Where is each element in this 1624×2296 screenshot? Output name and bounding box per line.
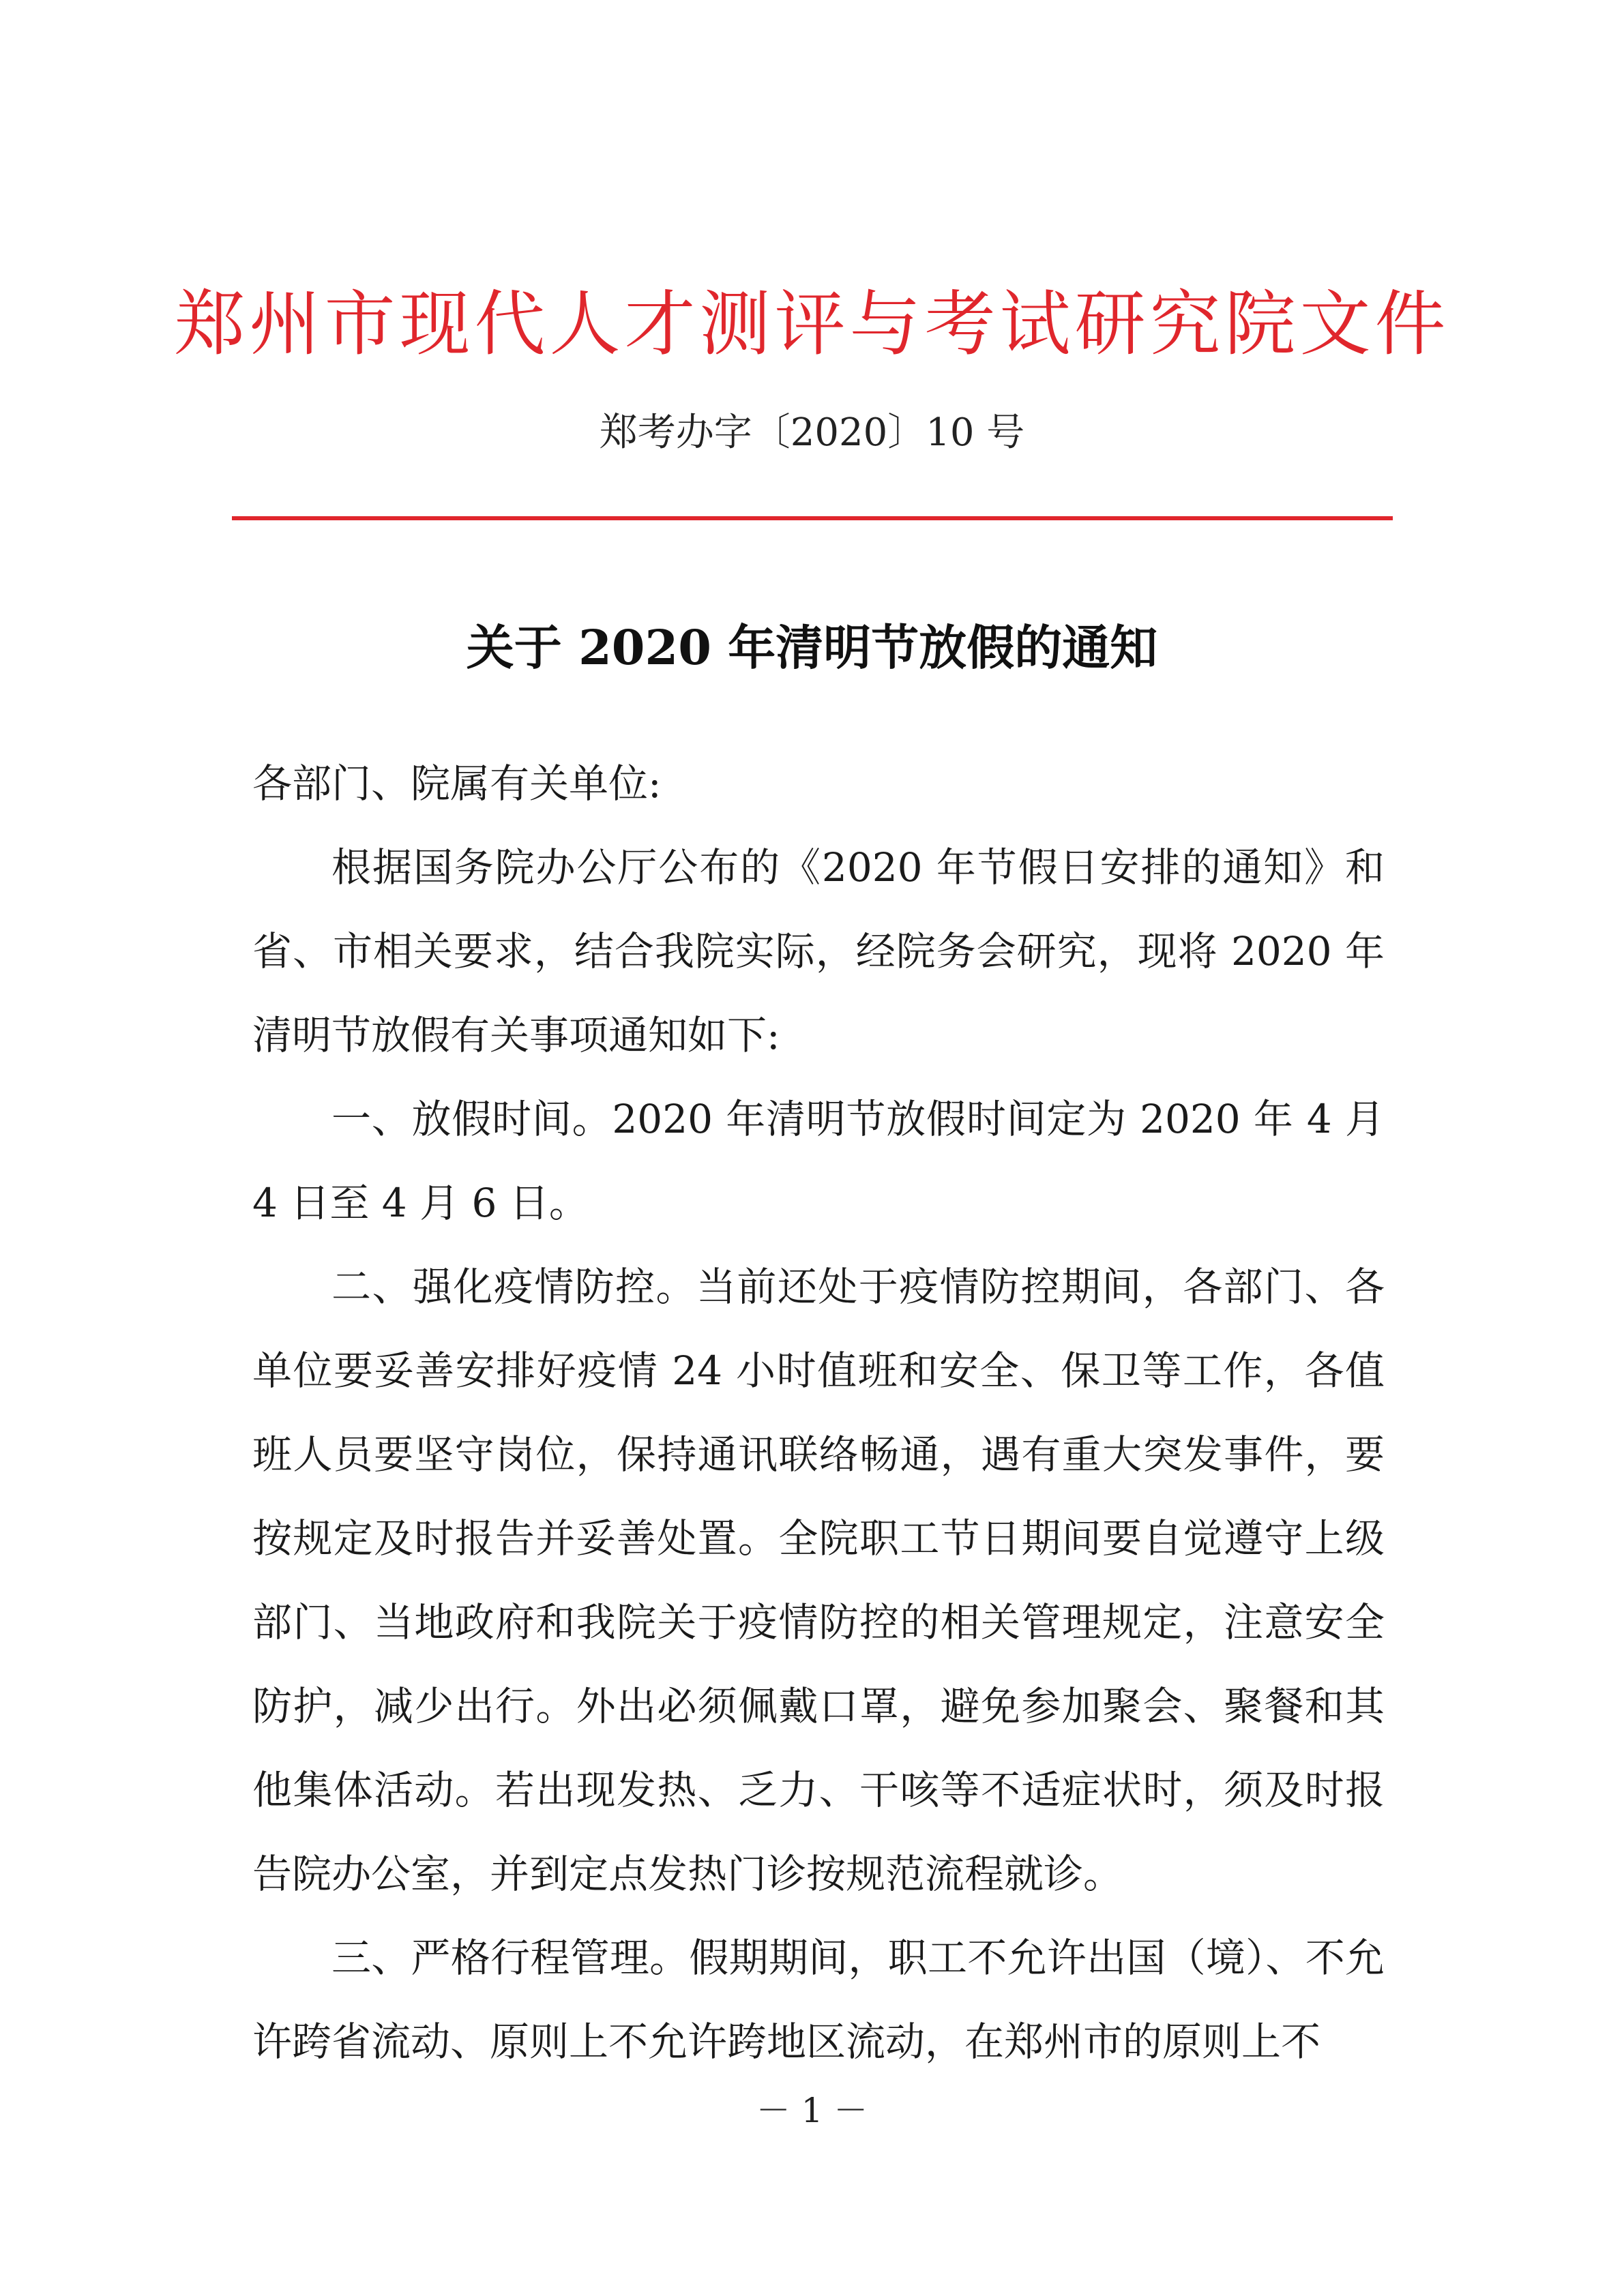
paragraph-epidemic-control: 二、强化疫情防控。当前还处于疫情防控期间，各部门、各单位要妥善安排好疫情 24 小时值班和安全、保卫等工作，各值班人员要坚守岗位，保持通讯联络畅通，遇有重大突发事件，要按规定及时报告并妥善处置。全院职工节日期间要自觉遵守上级部门、当地政府和我院关于疫情防控的相关管理规定，注意安全防护，减少出行。外出必须佩戴口罩，避免参加聚会、聚餐和其他集体活动。若出现发热、乏力、干咳等不适症状时，须及时报告院办公室，并到定点发热门诊按规范流程就诊。 [252,1264,1385,1897]
paragraph-intro: 根据国务院办公厅公布的《2020 年节假日安排的通知》和省、市相关要求，结合我院实际，经院务会研究，现将 2020 年清明节放假有关事项通知如下: [252,844,1385,1058]
org-header-title: 郑州市现代人才测评与考试研究院文件 [174,282,1450,366]
red-divider-line [232,516,1393,520]
document-number: 郑考办字〔2020〕10 号 [599,411,1025,455]
page-number: － 1 － [756,2091,868,2130]
paragraph-travel-management: 三、严格行程管理。假期期间，职工不允许出国（境）、不允许跨省流动、原则上不允许跨地区流动，在郑州市的原则上不 [252,1935,1385,2065]
notice-body [252,742,1385,2084]
salutation: 各部门、院属有关单位: [252,760,662,807]
paragraph-holiday-time: 一、放假时间。2020 年清明节放假时间定为 2020 年 4 月 4 日至 4 月 6 日。 [252,1096,1385,1226]
notice-title: 关于 2020 年清明节放假的通知 [466,619,1158,676]
